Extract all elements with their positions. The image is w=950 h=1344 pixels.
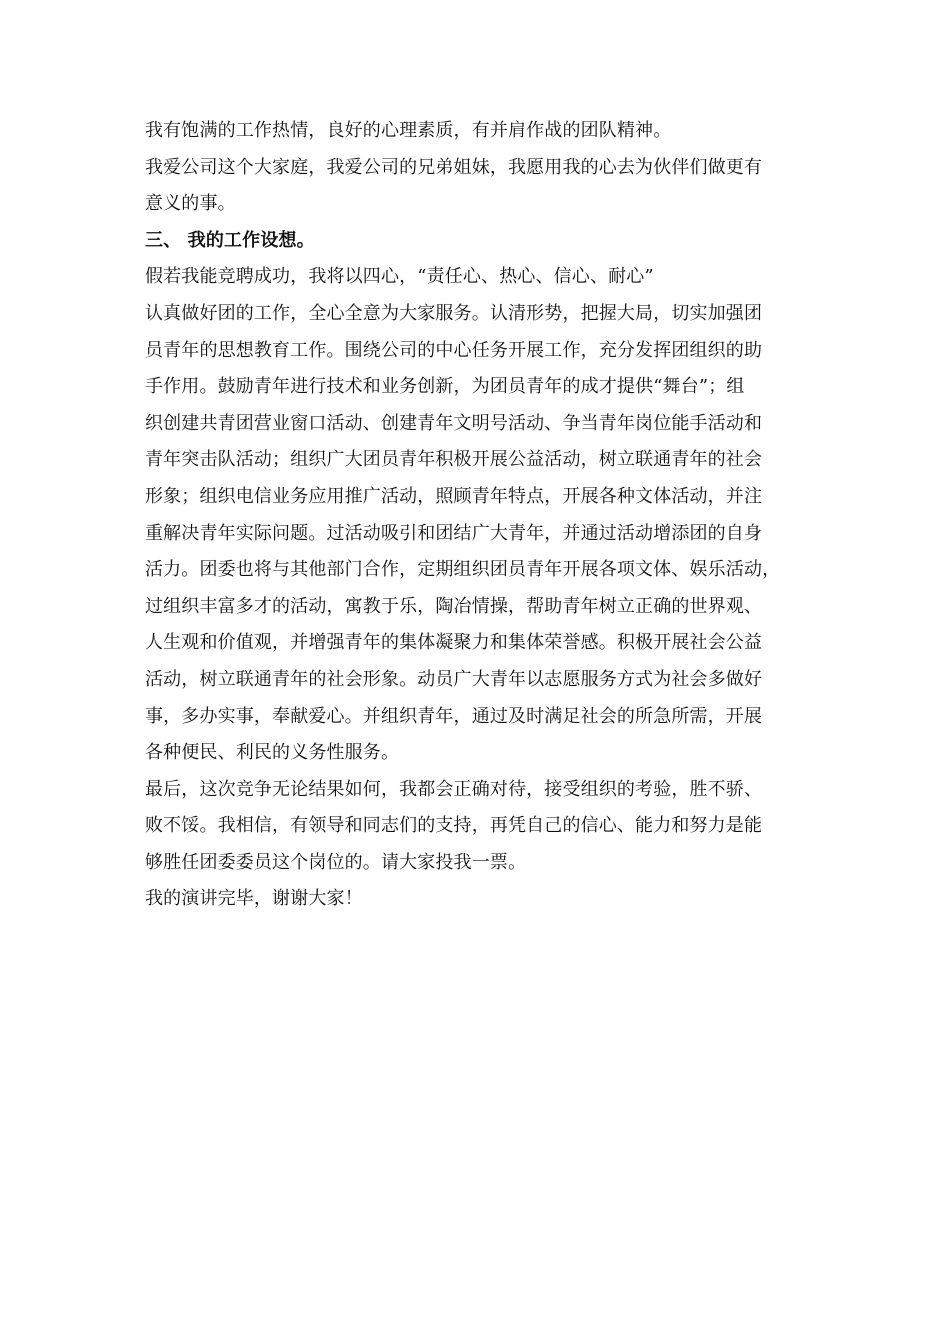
paragraph-line: 活动，树立联通青年的社会形象。动员广大青年以志愿服务方式为社会多做好 <box>145 668 763 690</box>
document-body <box>145 113 810 918</box>
paragraph-line: 重解决青年实际问题。过活动吸引和团结广大青年，并通过活动增添团的自身 <box>145 522 763 544</box>
section-heading: 三、 我的工作设想。 <box>145 229 315 251</box>
paragraph-line: 最后，这次竞争无论结果如何，我都会正确对待，接受组织的考验，胜不骄、 <box>145 778 763 800</box>
paragraph-line: 事，多办实事，奉献爱心。并组织青年，通过及时满足社会的所急所需，开展 <box>145 705 763 727</box>
paragraph-line: 手作用。鼓励青年进行技术和业务创新，为团员青年的成才提供“舞台”；组 <box>145 376 745 398</box>
paragraph-line: 假若我能竞聘成功，我将以四心，“责任心、热心、信心、耐心” <box>145 266 654 288</box>
paragraph-line: 我爱公司这个大家庭，我爱公司的兄弟姐妹，我愿用我的心去为伙伴们做更有 <box>145 156 763 178</box>
paragraph-line: 活力。团委也将与其他部门合作，定期组织团员青年开展各项文体、娱乐活动， <box>145 559 781 581</box>
paragraph-line: 意义的事。 <box>145 193 236 215</box>
paragraph-line: 织创建共青团营业窗口活动、创建青年文明号活动、争当青年岗位能手活动和 <box>145 412 763 434</box>
paragraph-line: 员青年的思想教育工作。围绕公司的中心任务开展工作，充分发挥团组织的助 <box>145 339 763 361</box>
paragraph-line: 我的演讲完毕，谢谢大家！ <box>145 888 363 910</box>
paragraph-line: 我有饱满的工作热情，良好的心理素质，有并肩作战的团队精神。 <box>145 120 672 141</box>
paragraph-line: 青年突击队活动；组织广大团员青年积极开展公益活动，树立联通青年的社会 <box>145 449 763 471</box>
paragraph-line: 过组织丰富多才的活动，寓教于乐，陶冶情操，帮助青年树立正确的世界观、 <box>145 595 763 617</box>
paragraph-line: 人生观和价值观，并增强青年的集体凝聚力和集体荣誉感。积极开展社会公益 <box>145 632 763 654</box>
paragraph-line: 各种便民、利民的义务性服务。 <box>145 742 400 764</box>
paragraph-line: 够胜任团委委员这个岗位的。请大家投我一票。 <box>145 851 527 873</box>
paragraph-line: 败不馁。我相信，有领导和同志们的支持，再凭自己的信心、能力和努力是能 <box>145 815 763 837</box>
paragraph-line: 形象；组织电信业务应用推广活动，照顾青年特点，开展各种文体活动，并注 <box>145 485 763 507</box>
paragraph-line: 认真做好团的工作，全心全意为大家服务。认清形势，把握大局，切实加强团 <box>145 302 763 324</box>
